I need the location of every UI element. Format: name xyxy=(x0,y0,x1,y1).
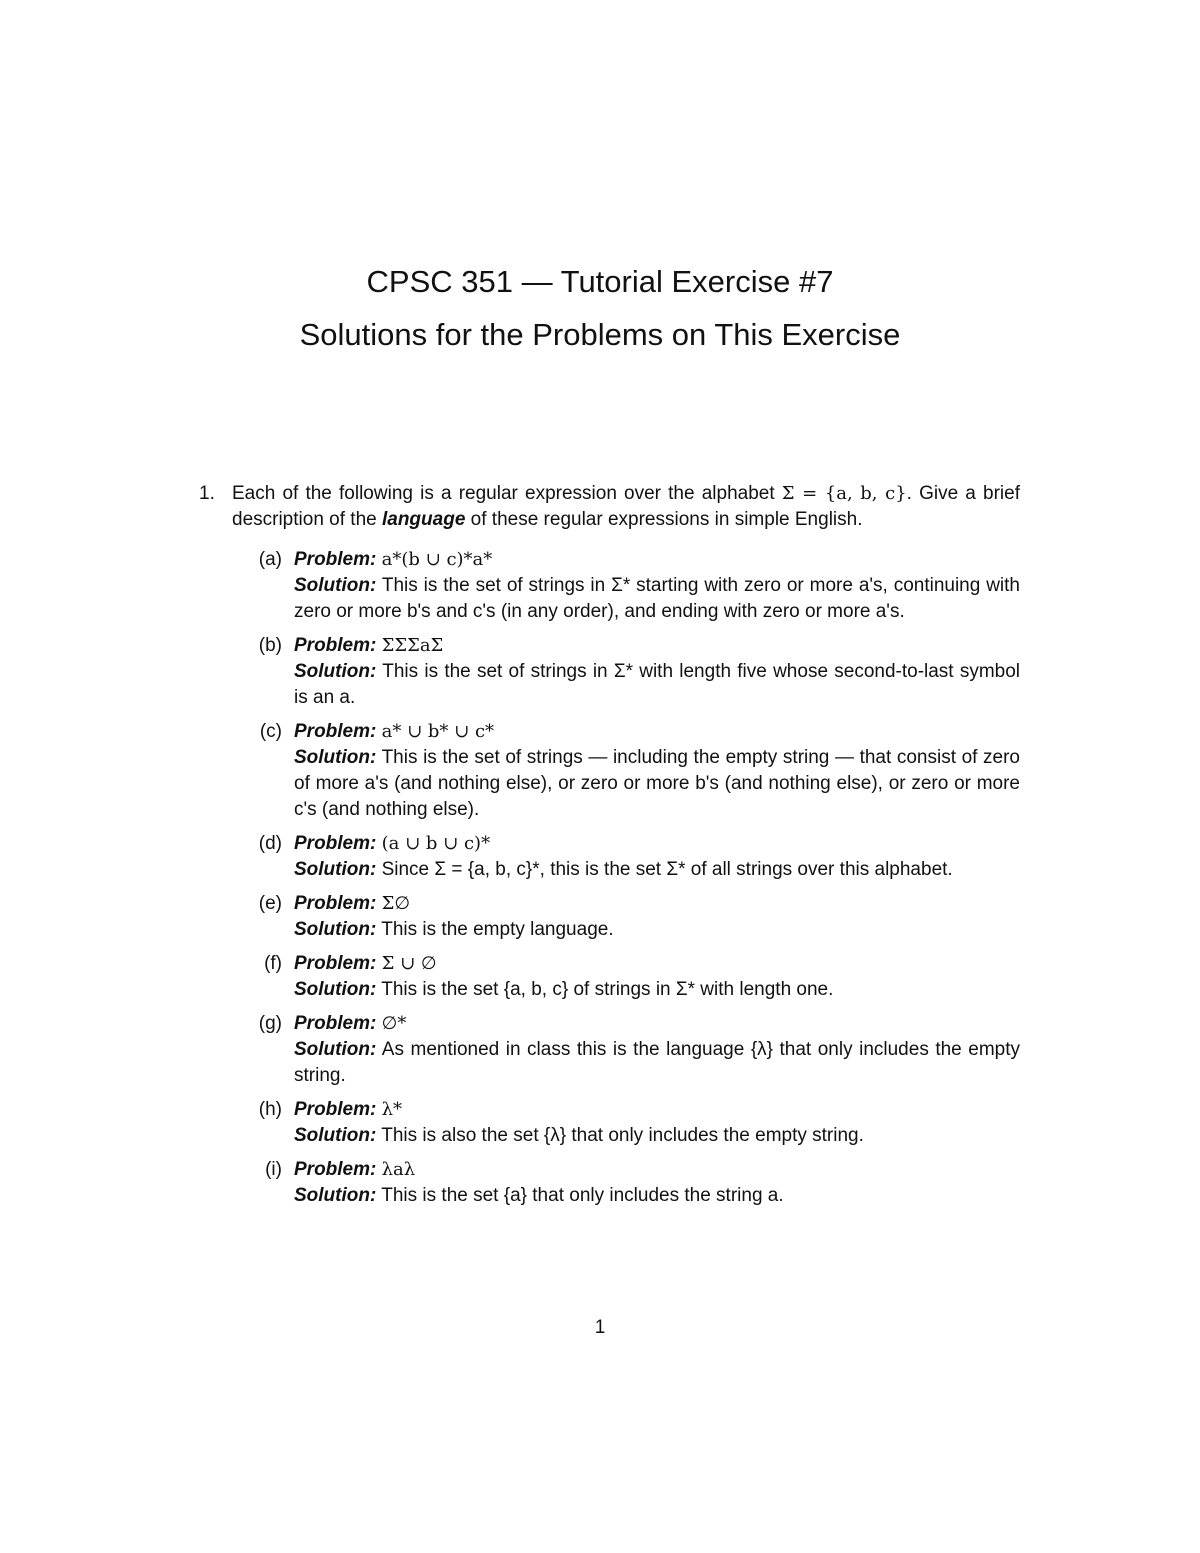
question-intro: Each of the following is a regular expression over the alphabet xyxy=(232,483,782,504)
problem-line xyxy=(294,633,1020,659)
document-header xyxy=(0,262,1200,355)
part-label: (b) xyxy=(258,635,282,656)
solution-label: Solution: xyxy=(294,661,377,682)
sub-problem-e xyxy=(232,891,1020,943)
problem-line xyxy=(294,1011,1020,1037)
sub-problem-c xyxy=(232,719,1020,823)
problem-line xyxy=(294,547,1020,573)
part-label: (e) xyxy=(258,893,282,914)
solution-line xyxy=(294,745,1020,823)
problem-expression: a*(b ∪ c)*a* xyxy=(381,549,493,570)
problem-line xyxy=(294,951,1020,977)
sub-problem-b xyxy=(232,633,1020,711)
part-label: (h) xyxy=(258,1099,282,1120)
solution-label: Solution: xyxy=(294,575,377,596)
sub-problem-g xyxy=(232,1011,1020,1089)
problem-expression: λ* xyxy=(381,1099,403,1120)
page-number: 1 xyxy=(594,1317,606,1338)
solution-text: This is the set of strings — including the empty string — that consist of zero of more a's (and nothing else), or zero or more b's (and nothing else), or zero or more c's (and nothing else). xyxy=(294,747,1021,820)
problem-line xyxy=(294,891,1020,917)
solution-line xyxy=(294,917,1020,943)
part-label: (a) xyxy=(258,549,282,570)
alphabet-definition: Σ = {a, b, c} xyxy=(781,483,907,504)
solution-text: This is the set of strings in Σ* with length five whose second-to-last symbol is an a. xyxy=(294,661,1021,708)
question-intro-cont: . Give a brief description of the xyxy=(232,483,1020,530)
solution-label: Solution: xyxy=(294,1039,377,1060)
solution-label: Solution: xyxy=(294,919,377,940)
sub-problem-i xyxy=(232,1157,1020,1209)
problem-expression: ΣΣΣaΣ xyxy=(381,635,444,656)
solution-text: This is the set {a, b, c} of strings in Σ* with length one. xyxy=(381,979,834,1000)
solution-text: This is the set {a} that only includes the string a. xyxy=(381,1185,784,1206)
solution-line xyxy=(294,1183,1020,1209)
problem-line xyxy=(294,719,1020,745)
solution-line xyxy=(294,977,1020,1003)
sub-problem-d xyxy=(232,831,1020,883)
sub-problem-a xyxy=(232,547,1020,625)
problem-label: Problem: xyxy=(294,721,377,742)
solution-text: As mentioned in class this is the language {λ} that only includes the empty string. xyxy=(294,1039,1021,1086)
problem-line xyxy=(294,1157,1020,1183)
solution-label: Solution: xyxy=(294,1125,377,1146)
document-subtitle: Solutions for the Problems on This Exercise xyxy=(299,317,901,352)
sub-problem-h xyxy=(232,1097,1020,1149)
question-intro-end: of these regular expressions in simple English. xyxy=(465,509,863,530)
solution-label: Solution: xyxy=(294,747,377,768)
solution-line xyxy=(294,857,1020,883)
problem-label: Problem: xyxy=(294,953,377,974)
problem-line xyxy=(294,831,1020,857)
part-label: (c) xyxy=(259,721,282,742)
solution-line xyxy=(294,659,1020,711)
problem-expression: ∅* xyxy=(381,1013,407,1034)
solution-text: This is the set of strings in Σ* starting with zero or more a's, continuing with zero or more b's and c's (in any order), and ending with zero or more a's. xyxy=(294,575,1020,622)
solution-line xyxy=(294,1037,1020,1089)
solution-text: This is the empty language. xyxy=(381,919,614,940)
problem-expression: Σ ∪ ∅ xyxy=(381,953,437,974)
question-number: 1. xyxy=(199,483,215,504)
document-title: CPSC 351 — Tutorial Exercise #7 xyxy=(366,264,834,299)
part-label: (i) xyxy=(265,1159,282,1180)
problem-label: Problem: xyxy=(294,1099,377,1120)
solution-line xyxy=(294,1123,1020,1149)
problem-label: Problem: xyxy=(294,1013,377,1034)
solution-text: Since Σ = {a, b, c}*, this is the set Σ* of all strings over this alphabet. xyxy=(381,859,953,880)
question-1 xyxy=(199,481,1020,533)
language-keyword: language xyxy=(381,509,466,530)
problem-list xyxy=(199,481,1020,1217)
problem-expression: a* ∪ b* ∪ c* xyxy=(381,721,495,742)
part-label: (f) xyxy=(264,953,282,974)
problem-expression: (a ∪ b ∪ c)* xyxy=(381,833,491,854)
solution-label: Solution: xyxy=(294,979,377,1000)
part-label: (g) xyxy=(258,1013,282,1034)
solution-text: This is also the set {λ} that only includes the empty string. xyxy=(381,1125,864,1146)
sub-problems xyxy=(199,547,1020,1209)
problem-label: Problem: xyxy=(294,1159,377,1180)
problem-label: Problem: xyxy=(294,549,377,570)
problem-line xyxy=(294,1097,1020,1123)
problem-label: Problem: xyxy=(294,833,377,854)
problem-expression: Σ∅ xyxy=(381,893,411,914)
solution-label: Solution: xyxy=(294,859,377,880)
problem-label: Problem: xyxy=(294,635,377,656)
problem-expression: λaλ xyxy=(381,1159,416,1180)
question-text xyxy=(232,481,1020,533)
solution-line xyxy=(294,573,1020,625)
part-label: (d) xyxy=(258,833,282,854)
sub-problem-f xyxy=(232,951,1020,1003)
solution-label: Solution: xyxy=(294,1185,377,1206)
problem-label: Problem: xyxy=(294,893,377,914)
